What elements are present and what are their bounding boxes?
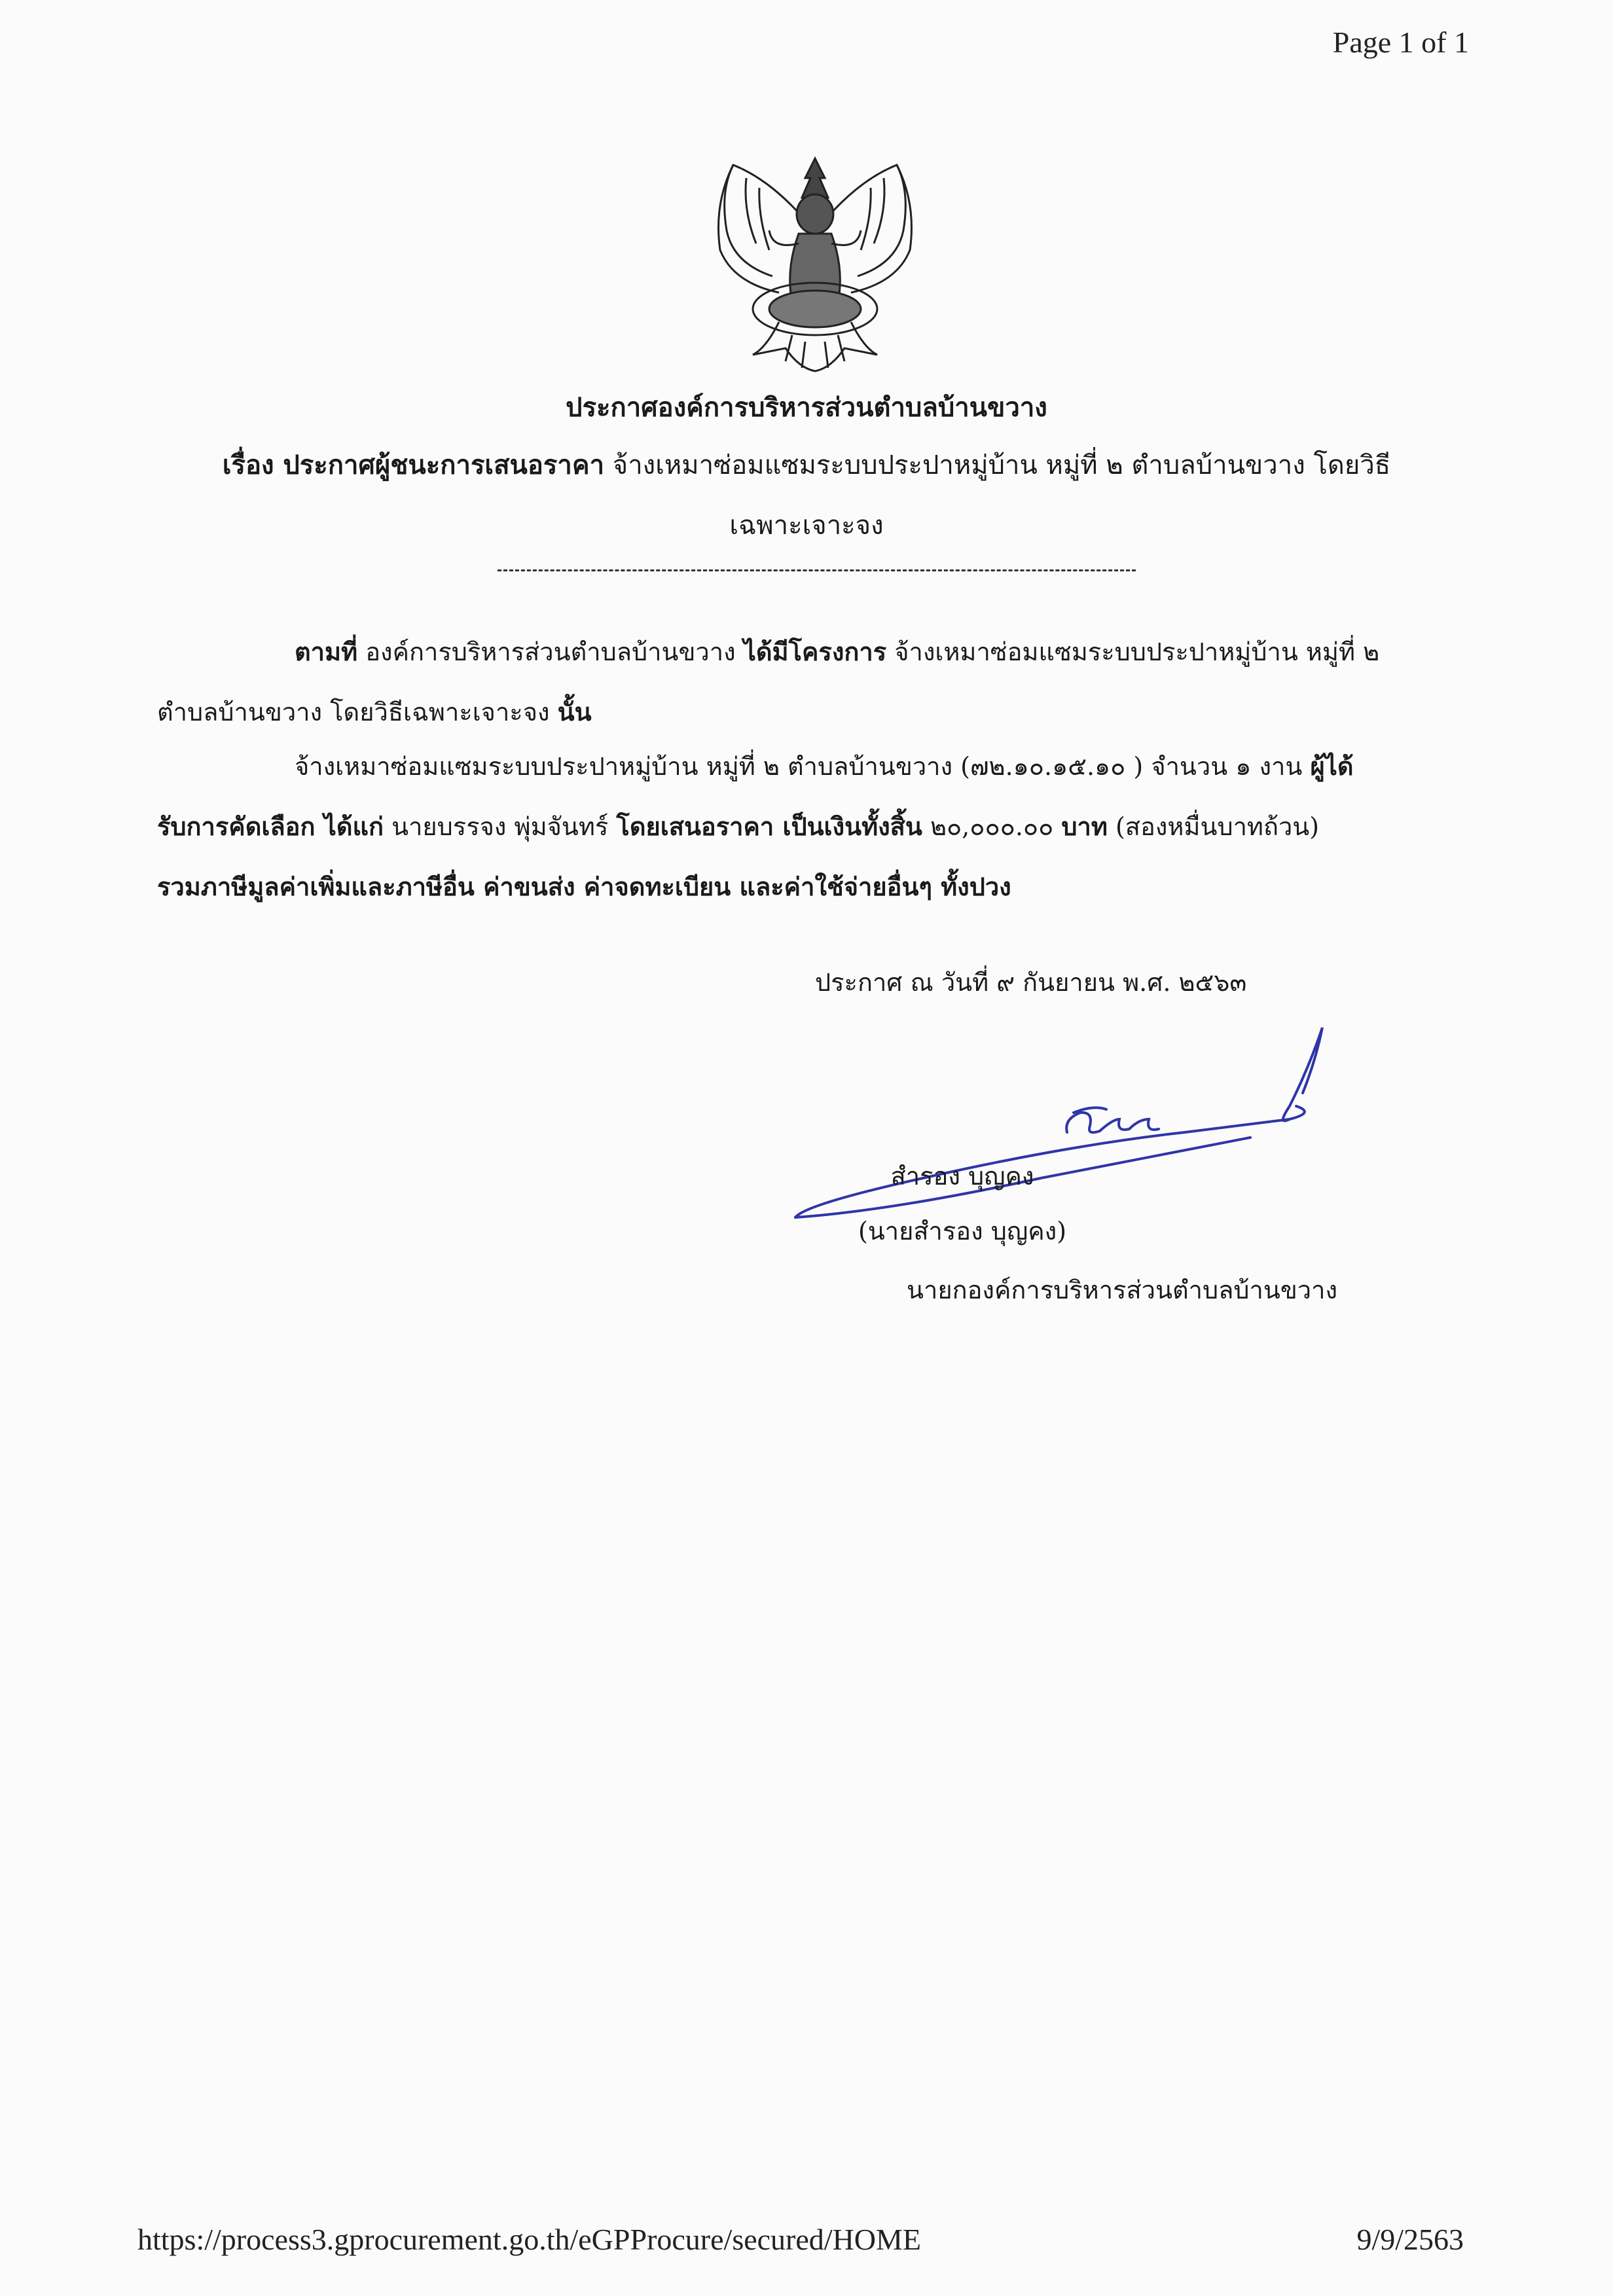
p1-bold-2: ได้มีโครงการ	[743, 637, 887, 666]
dashed-divider	[498, 569, 1136, 571]
paragraph-2	[157, 736, 1466, 917]
signer-full-name: (นายสำรอง บุญคง)	[858, 1217, 1067, 1246]
date-label: ประกาศ ณ วันที่	[815, 968, 989, 997]
page-indicator: Page 1 of 1	[1332, 26, 1469, 59]
paragraph-1-line-2	[157, 682, 1466, 742]
footer-date: 9/9/2563	[1356, 2223, 1464, 2256]
p2-text-4: (สองหมื่นบาทถ้วน)	[1107, 812, 1320, 841]
p1-text-1: องค์การบริหารส่วนตำบลบ้านขวาง	[357, 637, 744, 666]
handwritten-signature	[792, 1021, 1355, 1244]
announcement-title: ประกาศองค์การบริหารส่วนตำบลบ้านขวาง	[566, 392, 1047, 423]
paragraph-2-line-3	[157, 857, 1466, 917]
signer-position: นายกองค์การบริหารส่วนตำบลบ้านขวาง	[907, 1276, 1338, 1304]
date-value: ๙ กันยายน พ.ศ. ๒๕๖๓	[988, 968, 1247, 997]
subject-text: จ้างเหมาซ่อมแซมระบบประปาหมู่บ้าน หมู่ที่ ๒ ตำบลบ้านขวาง โดยวิธี	[604, 450, 1391, 480]
paragraph-1	[157, 622, 1466, 742]
announcement-date	[815, 962, 1246, 1002]
paragraph-2-line-2	[157, 797, 1466, 857]
paragraph-2-line-1	[157, 736, 1466, 797]
p1-bold-3: นั้น	[557, 697, 592, 726]
signer-name: สำรอง บุญคง	[890, 1162, 1034, 1191]
p2-bold-5: รวมภาษีมูลค่าเพิ่มและภาษีอื่น ค่าขนส่ง ค่าจดทะเบียน และค่าใช้จ่ายอื่นๆ ทั้งปวง	[157, 872, 1011, 901]
p1-bold-1: ตามที่	[295, 637, 358, 666]
p1-text-2: จ้างเหมาซ่อมแซมระบบประปาหมู่บ้าน หมู่ที่ ๒	[886, 637, 1380, 666]
p2-bold-1: ผู้ได้	[1310, 751, 1354, 781]
p1-line-2-text: ตำบลบ้านขวาง โดยวิธีเฉพาะเจาะจง	[157, 698, 558, 726]
p2-text-3: ๒๐,๐๐๐.๐๐	[922, 812, 1062, 841]
announcement-subject	[0, 444, 1613, 486]
p2-text-2: นายบรรจง พุ่มจันทร์	[384, 812, 617, 841]
footer-url: https://process3.gprocurement.go.th/eGPProcure/secured/HOME	[137, 2223, 922, 2256]
p2-bold-4: บาท	[1061, 812, 1108, 841]
p2-bold-2: รับการคัดเลือก ได้แก่	[157, 812, 384, 841]
subject-label: เรื่อง ประกาศผู้ชนะการเสนอราคา	[222, 450, 605, 480]
p2-text-1: จ้างเหมาซ่อมแซมระบบประปาหมู่บ้าน หมู่ที่ ๒ ตำบลบ้านขวาง (๗๒.๑๐.๑๕.๑๐ ) จำนวน ๑ งาน	[295, 752, 1311, 781]
paragraph-1-line-1	[157, 622, 1466, 682]
announcement-subject-cont: เฉพาะเจาะจง	[729, 511, 884, 541]
p2-bold-3: โดยเสนอราคา เป็นเงินทั้งสิ้น	[616, 812, 922, 841]
garuda-emblem-icon	[707, 152, 923, 374]
